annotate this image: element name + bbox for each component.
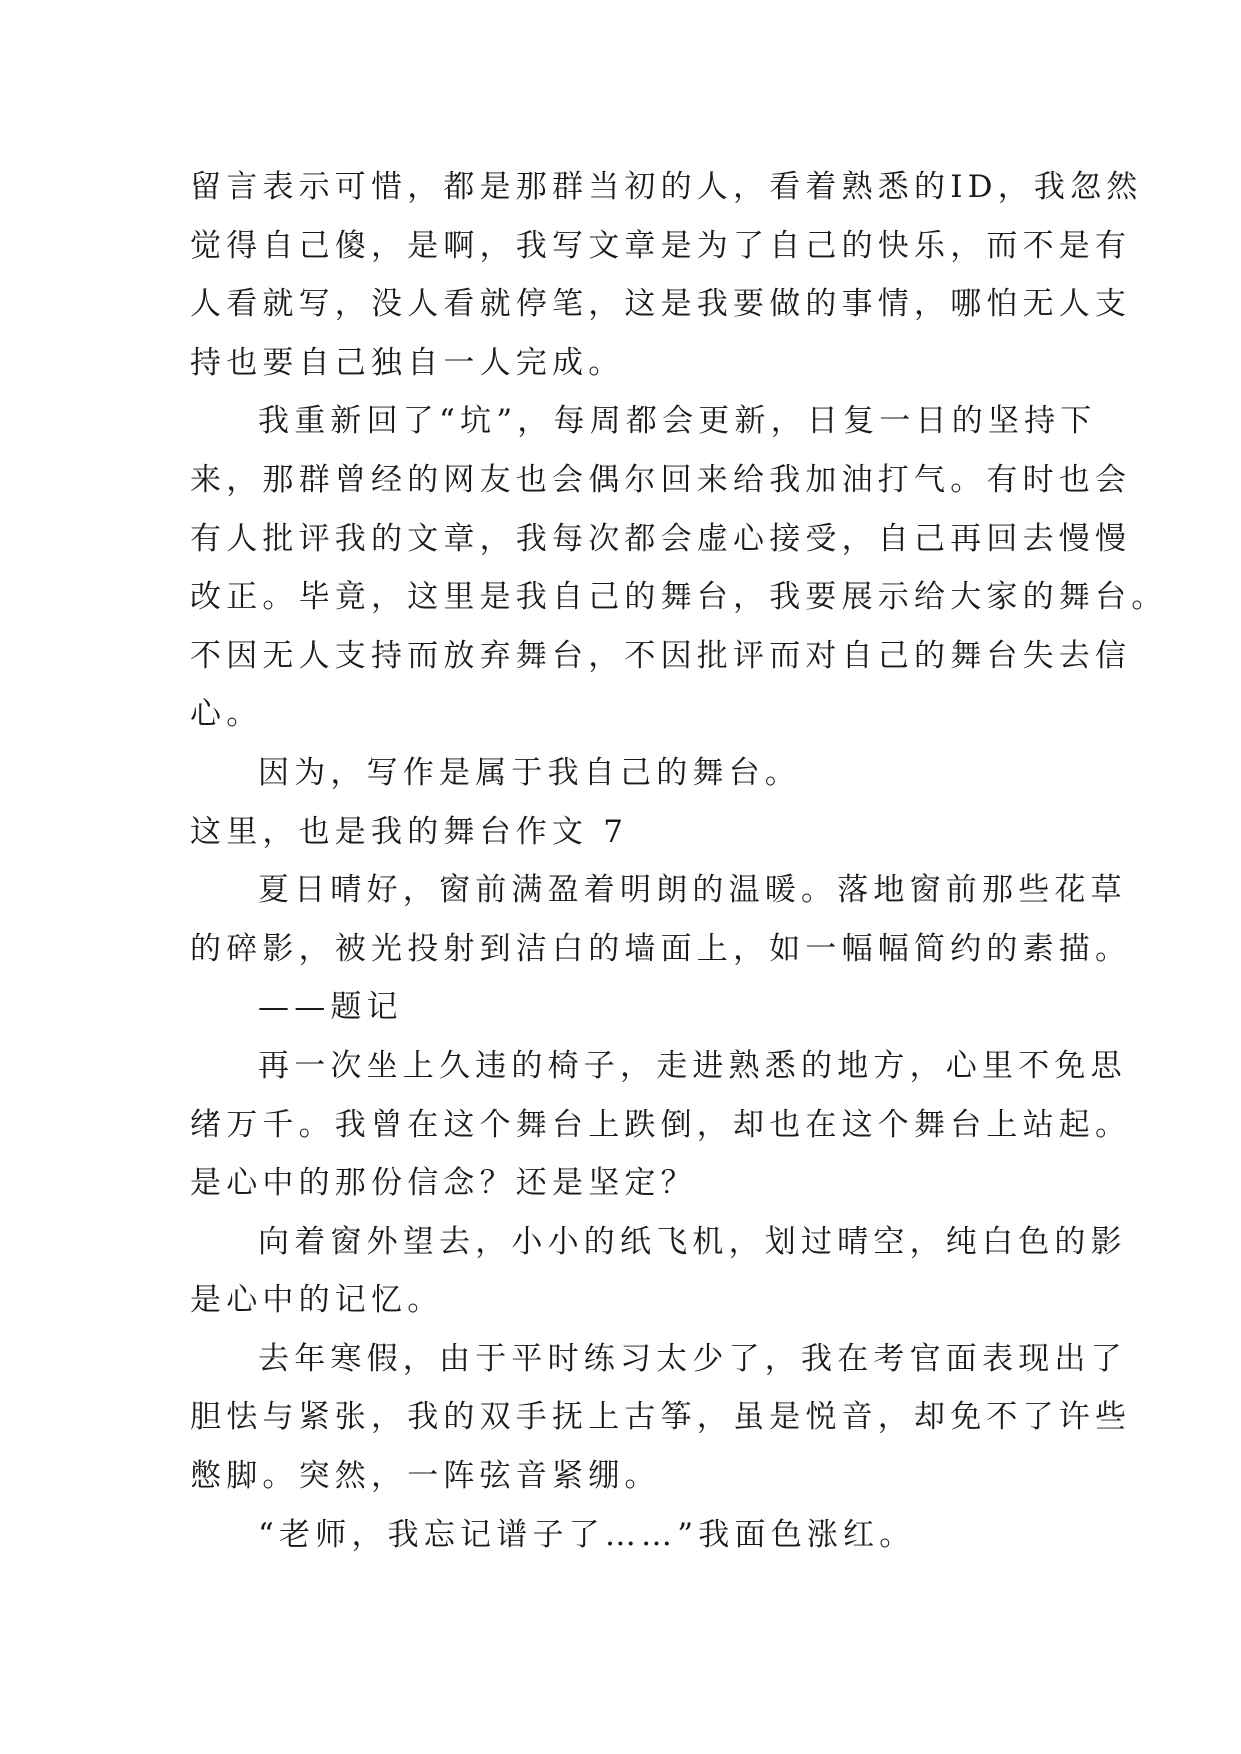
- text-line: 绪万千。我曾在这个舞台上跌倒，却也在这个舞台上站起。: [190, 1106, 1132, 1143]
- epigraph-attribution: ——题记: [258, 989, 403, 1026]
- text-line: 憋脚。突然，一阵弦音紧绷。: [190, 1458, 661, 1495]
- text-line: 持也要自己独自一人完成。: [190, 344, 625, 381]
- text-line: 不因无人支持而放弃舞台，不因批评而对自己的舞台失去信: [190, 637, 1132, 674]
- section-heading: 这里，也是我的舞台作文 7: [190, 813, 629, 850]
- document-body: [190, 158, 1168, 1564]
- text-line: 来，那群曾经的网友也会偶尔回来给我加油打气。有时也会: [190, 461, 1132, 498]
- text-line: 人看就写，没人看就停笔，这是我要做的事情，哪怕无人支: [190, 286, 1132, 323]
- text-line: 胆怯与紧张，我的双手抚上古筝，虽是悦音，却免不了许些: [190, 1399, 1132, 1436]
- text-line: 夏日晴好，窗前满盈着明朗的温暖。落地窗前那些花草: [258, 872, 1127, 909]
- text-line: 我重新回了“坑”，每周都会更新，日复一日的坚持下: [258, 403, 1097, 440]
- text-line: 觉得自己傻，是啊，我写文章是为了自己的快乐，而不是有: [190, 227, 1132, 264]
- text-line: 心。: [190, 696, 263, 733]
- text-line: 再一次坐上久违的椅子，走进熟悉的地方，心里不免思: [258, 1047, 1127, 1084]
- text-line: 有人批评我的文章，我每次都会虚心接受，自己再回去慢慢: [190, 520, 1132, 557]
- text-line: “老师，我忘记谱子了……”我面色涨红。: [258, 1516, 916, 1553]
- text-line: 向着窗外望去，小小的纸飞机，划过晴空，纯白色的影: [258, 1223, 1127, 1260]
- text-line: 是心中的那份信念？还是坚定？: [190, 1165, 697, 1202]
- text-line: 因为，写作是属于我自己的舞台。: [258, 754, 801, 791]
- text-line: 留言表示可惜，都是那群当初的人，看着熟悉的ID，我忽然: [190, 169, 1143, 205]
- text-line: 改正。毕竟，这里是我自己的舞台，我要展示给大家的舞台。: [190, 579, 1168, 616]
- text-line: 的碎影，被光投射到洁白的墙面上，如一幅幅简约的素描。: [190, 930, 1132, 967]
- text-line: 去年寒假，由于平时练习太少了，我在考官面表现出了: [258, 1340, 1127, 1377]
- text-line: 是心中的记忆。: [190, 1282, 444, 1319]
